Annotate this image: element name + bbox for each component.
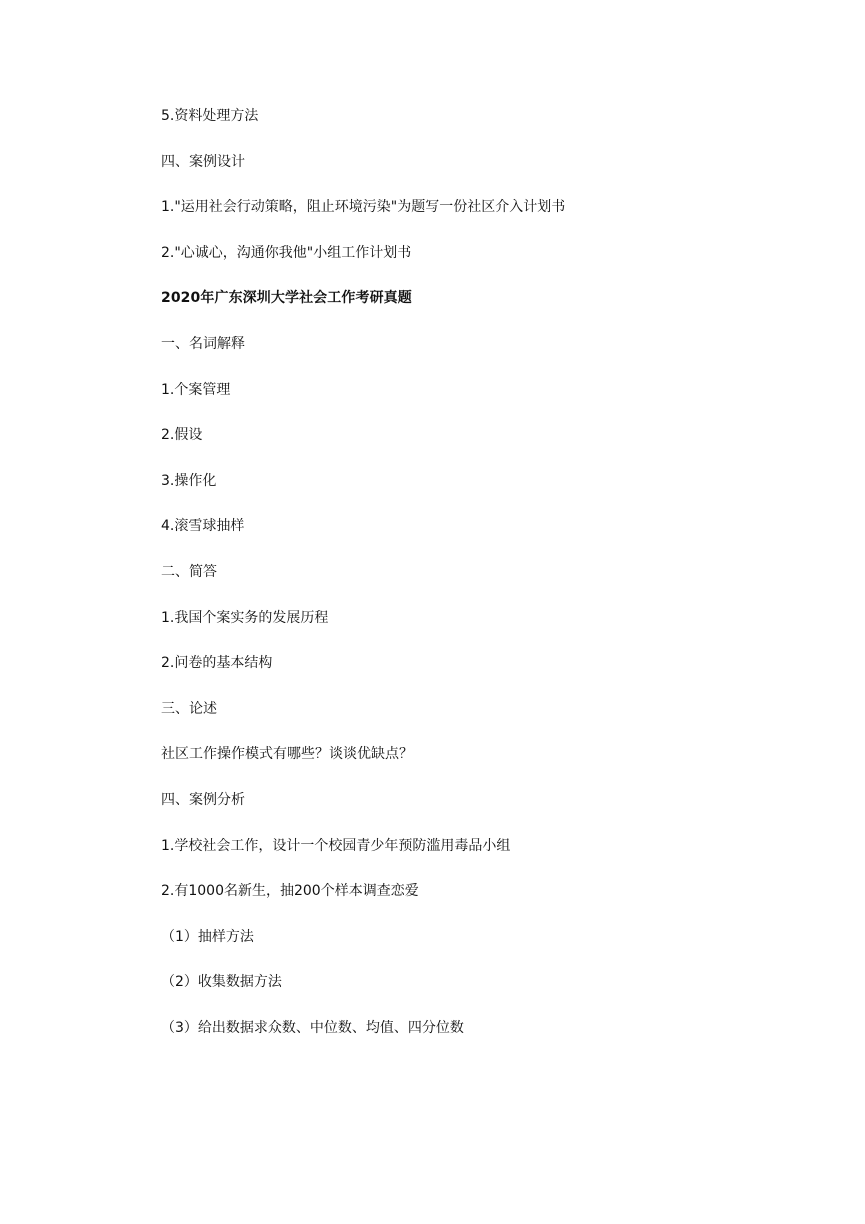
question-item: 1.个案管理 <box>161 381 231 398</box>
section-heading: 四、案例设计 <box>161 153 245 170</box>
document-body <box>161 104 781 1061</box>
sub-question-item: （1）抽样方法 <box>161 928 254 945</box>
question-item: 1.学校社会工作，设计一个校园青少年预防滥用毒品小组 <box>161 837 511 854</box>
question-item: 社区工作操作模式有哪些？谈谈优缺点？ <box>161 746 413 763</box>
sub-question-item: （2）收集数据方法 <box>161 974 282 991</box>
section-heading: 一、名词解释 <box>161 335 245 352</box>
question-item: 3.操作化 <box>161 472 217 489</box>
question-item: 2.有1000名新生，抽200个样本调查恋爱 <box>161 883 419 900</box>
question-item: 2."心诚心，沟通你我他"小组工作计划书 <box>161 244 412 261</box>
question-item: 4.滚雪球抽样 <box>161 518 245 535</box>
exam-title: 2020年广东深圳大学社会工作考研真题 <box>161 290 412 307</box>
question-item: 2.假设 <box>161 427 203 444</box>
section-heading: 三、论述 <box>161 700 217 717</box>
sub-question-item: （3）给出数据求众数、中位数、均值、四分位数 <box>161 1019 464 1036</box>
section-heading: 四、案例分析 <box>161 791 245 808</box>
question-item: 1."运用社会行动策略，阻止环境污染"为题写一份社区介入计划书 <box>161 199 566 216</box>
question-item: 2.问卷的基本结构 <box>161 655 273 672</box>
body-line: 5.资料处理方法 <box>161 108 259 124</box>
section-heading: 二、简答 <box>161 563 217 580</box>
question-item: 1.我国个案实务的发展历程 <box>161 609 329 626</box>
